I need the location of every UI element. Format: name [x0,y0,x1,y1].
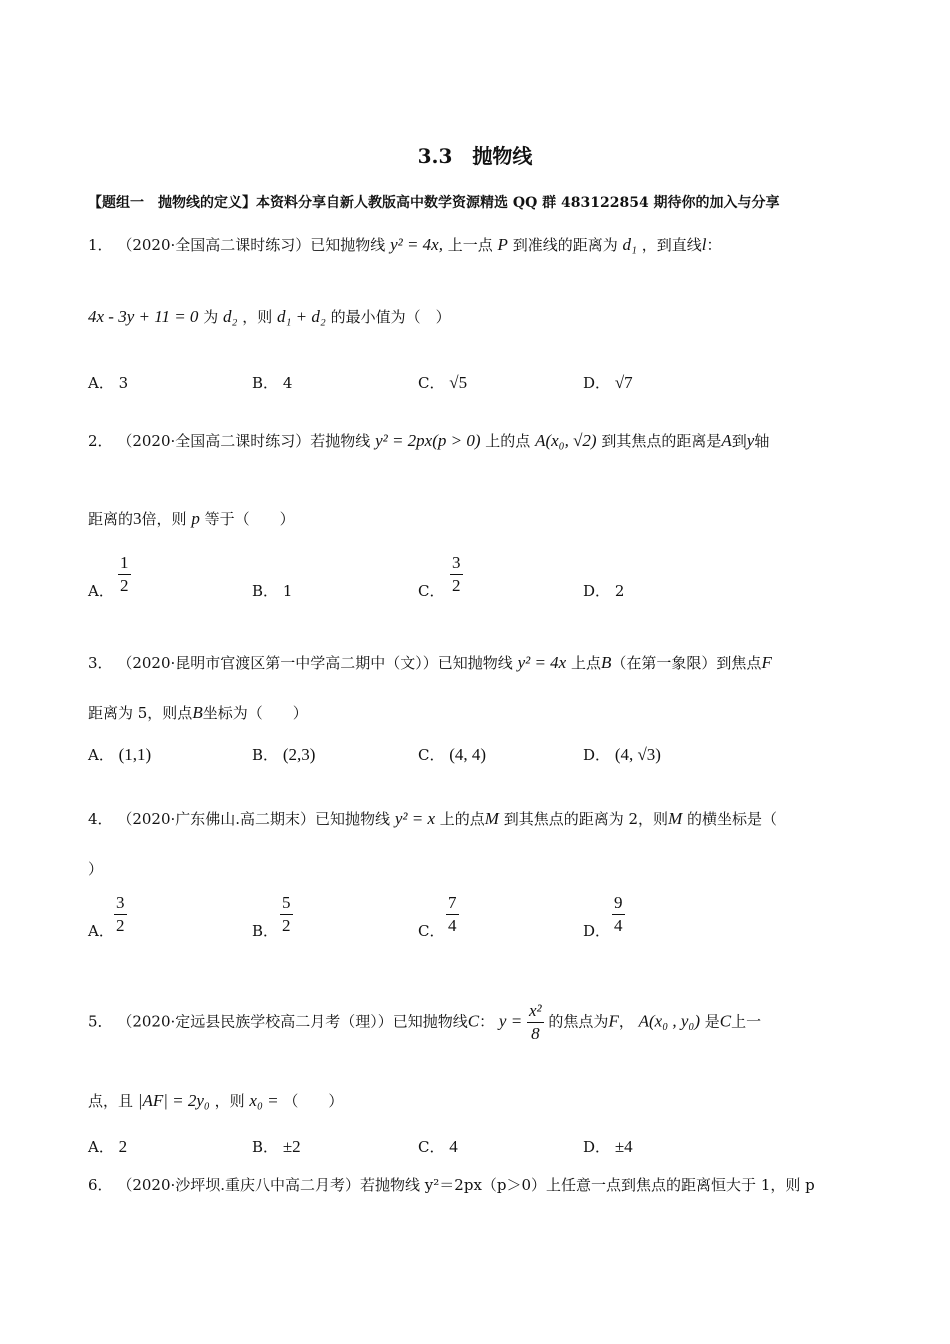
question-2-options [0,552,950,602]
option-c: C． √5 [418,373,468,392]
question-1-line-1: 1． （2020·全国高二课时练习）已知抛物线 y² = 4x, 上一点 P 到准线的距离为 d₁ ，到直线l： [88,235,722,254]
option-a-label: A． [88,582,114,600]
question-2-line-2: 距离的3倍，则 p 等于（ ） [88,509,295,528]
question-5-line-2: 点，且 |AF| = 2y₀ ，则 x₀ = （ ） [88,1091,344,1110]
parabola-equation: y² = 2px(p > 0) [375,431,481,450]
line-equation: 4x - 3y + 11 = 0 [88,307,199,326]
parabola-fraction: $\frac{\text{x²}}{8}$ [528,1001,542,1043]
option-b-fraction: $\frac{5}{2}$ [282,893,291,935]
option-a-fraction: $\frac{3}{2}$ [116,893,125,935]
question-4-line-1: 4． （2020·广东佛山.高二期末）已知抛物线 y² = x 上的点M 到其焦点的距离为 2，则M 的横坐标是（ [88,809,778,828]
option-c-fraction: $\frac{3}{2}$ [452,553,461,595]
option-d: D． √7 [583,373,633,392]
option-a-fraction: $\frac{1}{2}$ [120,553,129,595]
question-3-line-1: 3． （2020·昆明市官渡区第一中学高二期中（文））已知抛物线 y² = 4x 上点B（在第一象限）到焦点F [88,653,772,672]
option-b: B． ±2 [252,1137,301,1156]
point-a: A(x₀ , y₀) [638,1011,700,1031]
option-d-label: D． [583,922,611,940]
question-1-line-2: 4x - 3y + 11 = 0 为 d₂ ，则 d₁ + d₂ 的最小值为（ ） [88,307,451,326]
question-2-line-1: 2． （2020·全国高二课时练习）若抛物线 y² = 2px(p > 0) 上的点 A(x₀, √2) 到其焦点的距离是A到y轴 [88,431,770,450]
math-d1: d₁ [622,235,637,254]
option-c: C． (4, 4) [418,745,487,764]
option-b-label: B． [252,922,279,940]
parabola-equation: y² = 4x, [390,235,443,254]
option-d: D． 2 [583,582,625,600]
option-a-label: A． [88,922,114,940]
option-a: A． 3 [88,374,129,392]
option-a: A． (1,1) [88,745,152,764]
question-number: 1． [88,236,113,254]
page-title: 3.3 抛物线 [417,144,533,168]
question-source: （2020·全国高二课时练习）已知抛物线 [117,236,386,254]
option-d: D． (4, √3) [583,745,661,764]
option-c-label: C． [418,582,445,600]
question-5-line-1: 5． （2020·定远县民族学校高二月考（理））已知抛物线C： y = $\frac{\text{x²}}{8}$ 的焦点为F， A(x₀ , y₀) 是C上一 [88,1001,762,1043]
option-a: A． 2 [88,1137,128,1156]
group-header: 【题组一 抛物线的定义】本资料分享自新人教版高中数学资源精选 QQ 群 483122854 期待你的加入与分享 [88,195,780,211]
option-b: B． 1 [252,582,293,600]
parabola-equation: y² = 4x [517,653,567,672]
option-b: B． (2,3) [252,745,316,764]
question-4-line-2: ） [88,860,104,878]
question-6-line-1: 6． （2020·沙坪坝.重庆八中高二月考）若抛物线 y²＝2px（p＞0）上任意一点到焦点的距离恒大于 1，则 p [88,1176,815,1194]
option-b: B． 4 [252,374,293,392]
question-3-options [0,744,950,770]
option-c: C． 4 [418,1137,458,1156]
question-3-line-2: 距离为 5，则点B坐标为（ ） [88,703,308,722]
question-1-options [0,372,950,396]
option-c-fraction: $\frac{7}{4}$ [448,893,457,935]
point-a: A(x₀, √2) [535,431,597,450]
option-d-fraction: $\frac{9}{4}$ [614,893,623,935]
question-4-options [0,892,950,942]
condition: |AF| = 2y₀ [137,1091,210,1110]
option-d: D． ±4 [583,1137,633,1156]
question-5-options [0,1136,950,1160]
option-c-label: C． [418,922,445,940]
parabola-equation: y² = x [394,809,435,828]
